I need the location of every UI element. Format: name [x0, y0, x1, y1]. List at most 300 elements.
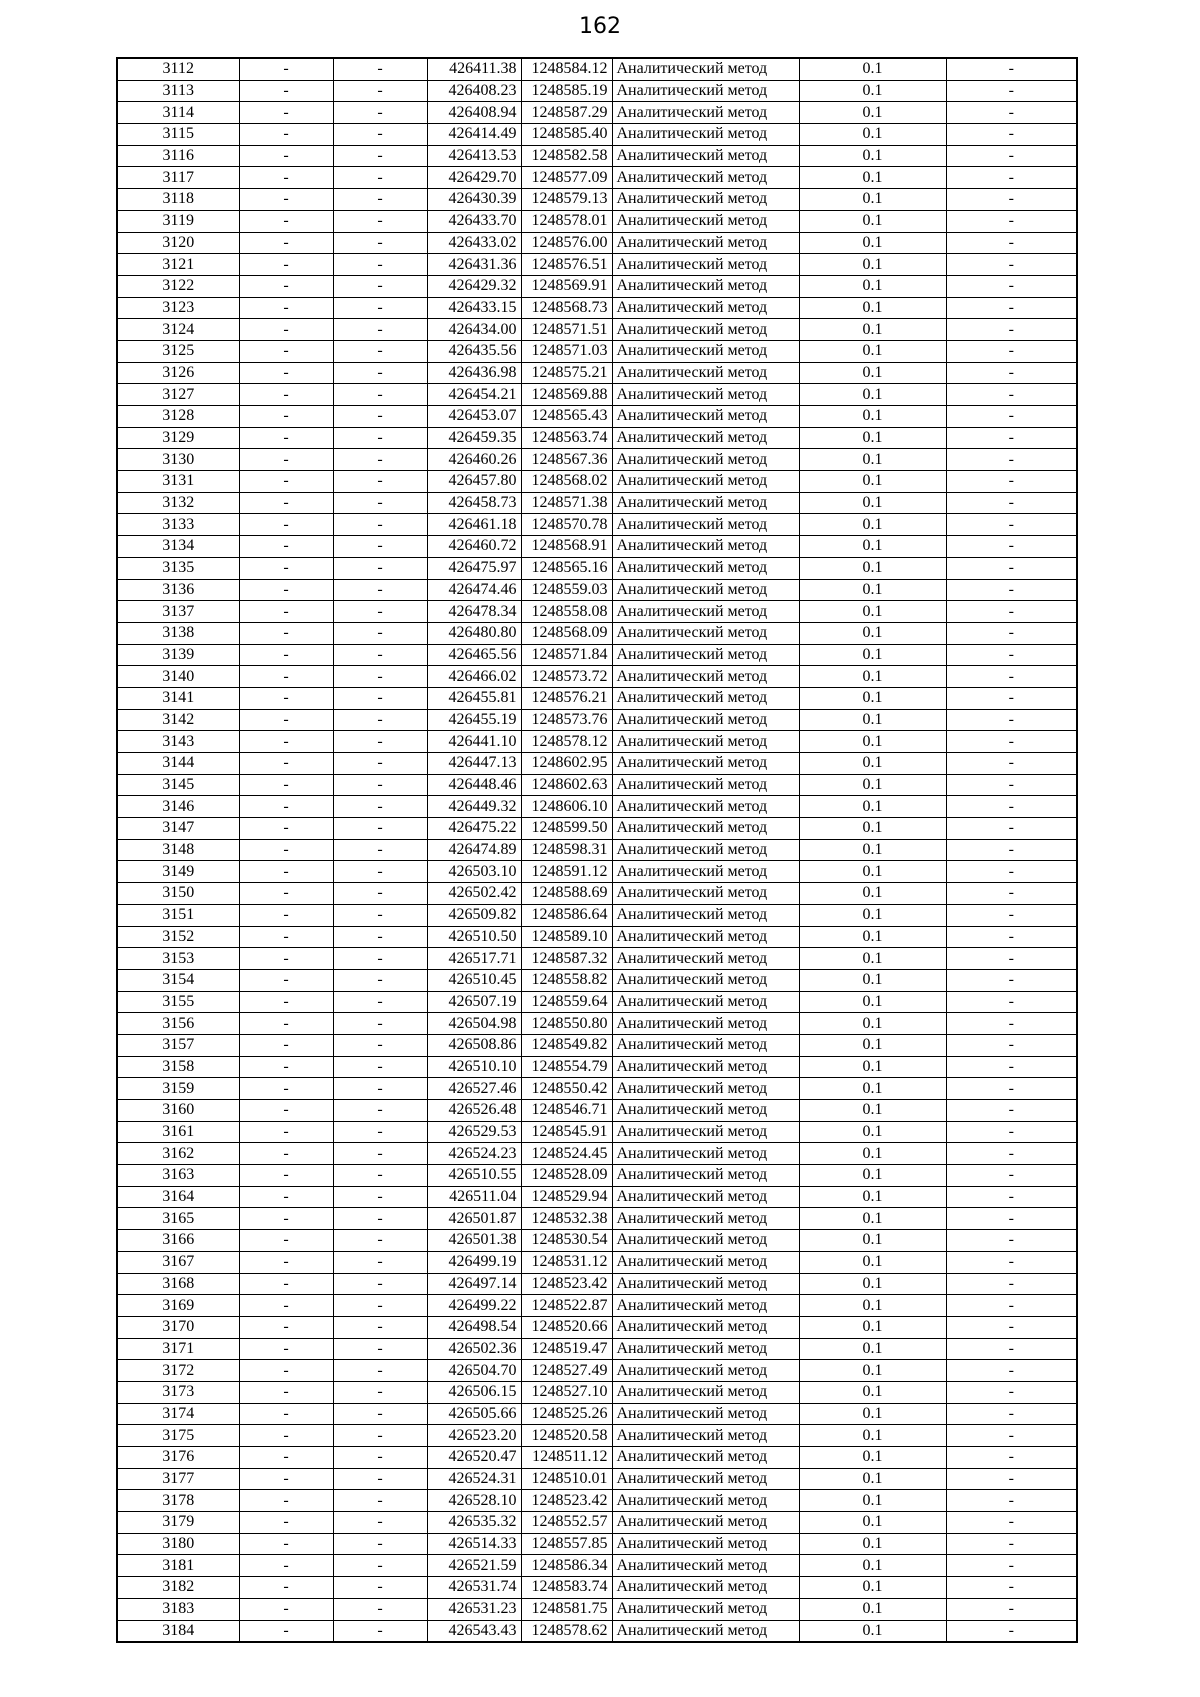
method-cell: Аналитический метод — [612, 167, 799, 189]
col8-cell: - — [946, 1273, 1077, 1295]
accuracy-cell: 0.1 — [799, 991, 946, 1013]
x-coordinate-cell: 426528.10 — [427, 1490, 521, 1512]
x-coordinate-cell: 426531.23 — [427, 1598, 521, 1620]
x-coordinate-cell: 426455.81 — [427, 687, 521, 709]
col8-cell: - — [946, 601, 1077, 623]
point-number-cell: 3166 — [117, 1230, 239, 1252]
col3-cell: - — [333, 319, 427, 341]
x-coordinate-cell: 426429.70 — [427, 167, 521, 189]
x-coordinate-cell: 426441.10 — [427, 731, 521, 753]
y-coordinate-cell: 1248598.31 — [521, 839, 612, 861]
x-coordinate-cell: 426447.13 — [427, 753, 521, 775]
col2-cell: - — [239, 406, 333, 428]
col2-cell: - — [239, 1468, 333, 1490]
x-coordinate-cell: 426411.38 — [427, 58, 521, 80]
table-row — [117, 1598, 1077, 1620]
col3-cell: - — [333, 1598, 427, 1620]
col8-cell: - — [946, 1512, 1077, 1534]
accuracy-cell: 0.1 — [799, 362, 946, 384]
col2-cell: - — [239, 1165, 333, 1187]
accuracy-cell: 0.1 — [799, 1143, 946, 1165]
col2-cell: - — [239, 1381, 333, 1403]
y-coordinate-cell: 1248554.79 — [521, 1056, 612, 1078]
y-coordinate-cell: 1248525.26 — [521, 1403, 612, 1425]
table-row — [117, 1403, 1077, 1425]
col3-cell: - — [333, 189, 427, 211]
col8-cell: - — [946, 796, 1077, 818]
x-coordinate-cell: 426429.32 — [427, 275, 521, 297]
y-coordinate-cell: 1248578.62 — [521, 1620, 612, 1642]
accuracy-cell: 0.1 — [799, 102, 946, 124]
col2-cell: - — [239, 557, 333, 579]
x-coordinate-cell: 426434.00 — [427, 319, 521, 341]
table-row — [117, 145, 1077, 167]
x-coordinate-cell: 426478.34 — [427, 601, 521, 623]
x-coordinate-cell: 426475.97 — [427, 557, 521, 579]
col3-cell: - — [333, 774, 427, 796]
y-coordinate-cell: 1248527.10 — [521, 1381, 612, 1403]
col8-cell: - — [946, 471, 1077, 493]
y-coordinate-cell: 1248583.74 — [521, 1577, 612, 1599]
accuracy-cell: 0.1 — [799, 449, 946, 471]
accuracy-cell: 0.1 — [799, 1295, 946, 1317]
method-cell: Аналитический метод — [612, 319, 799, 341]
table-row — [117, 1208, 1077, 1230]
col3-cell: - — [333, 1512, 427, 1534]
table-row — [117, 709, 1077, 731]
x-coordinate-cell: 426474.89 — [427, 839, 521, 861]
col8-cell: - — [946, 492, 1077, 514]
x-coordinate-cell: 426507.19 — [427, 991, 521, 1013]
point-number-cell: 3155 — [117, 991, 239, 1013]
col8-cell: - — [946, 145, 1077, 167]
col8-cell: - — [946, 687, 1077, 709]
col3-cell: - — [333, 471, 427, 493]
col8-cell: - — [946, 1403, 1077, 1425]
method-cell: Аналитический метод — [612, 1186, 799, 1208]
col8-cell: - — [946, 774, 1077, 796]
method-cell: Аналитический метод — [612, 189, 799, 211]
x-coordinate-cell: 426520.47 — [427, 1447, 521, 1469]
table-row — [117, 514, 1077, 536]
x-coordinate-cell: 426524.23 — [427, 1143, 521, 1165]
table-row — [117, 1251, 1077, 1273]
point-number-cell: 3162 — [117, 1143, 239, 1165]
x-coordinate-cell: 426466.02 — [427, 666, 521, 688]
x-coordinate-cell: 426535.32 — [427, 1512, 521, 1534]
accuracy-cell: 0.1 — [799, 1338, 946, 1360]
point-number-cell: 3172 — [117, 1360, 239, 1382]
table-row — [117, 1295, 1077, 1317]
y-coordinate-cell: 1248586.64 — [521, 904, 612, 926]
col3-cell: - — [333, 1056, 427, 1078]
col3-cell: - — [333, 384, 427, 406]
col2-cell: - — [239, 1230, 333, 1252]
point-number-cell: 3176 — [117, 1447, 239, 1469]
x-coordinate-cell: 426524.31 — [427, 1468, 521, 1490]
col3-cell: - — [333, 839, 427, 861]
point-number-cell: 3131 — [117, 471, 239, 493]
accuracy-cell: 0.1 — [799, 275, 946, 297]
method-cell: Аналитический метод — [612, 1034, 799, 1056]
col2-cell: - — [239, 731, 333, 753]
accuracy-cell: 0.1 — [799, 1425, 946, 1447]
col3-cell: - — [333, 254, 427, 276]
method-cell: Аналитический метод — [612, 1403, 799, 1425]
col3-cell: - — [333, 362, 427, 384]
method-cell: Аналитический метод — [612, 471, 799, 493]
table-row — [117, 362, 1077, 384]
col2-cell: - — [239, 1338, 333, 1360]
table-row — [117, 1512, 1077, 1534]
col8-cell: - — [946, 1577, 1077, 1599]
x-coordinate-cell: 426474.46 — [427, 579, 521, 601]
method-cell: Аналитический метод — [612, 1447, 799, 1469]
point-number-cell: 3136 — [117, 579, 239, 601]
col8-cell: - — [946, 948, 1077, 970]
col3-cell: - — [333, 1316, 427, 1338]
table-row — [117, 1056, 1077, 1078]
col3-cell: - — [333, 926, 427, 948]
y-coordinate-cell: 1248571.03 — [521, 340, 612, 362]
x-coordinate-cell: 426454.21 — [427, 384, 521, 406]
coordinates-table — [116, 57, 1078, 1643]
page-number: 162 — [579, 14, 621, 39]
col2-cell: - — [239, 427, 333, 449]
y-coordinate-cell: 1248528.09 — [521, 1165, 612, 1187]
accuracy-cell: 0.1 — [799, 839, 946, 861]
x-coordinate-cell: 426543.43 — [427, 1620, 521, 1642]
y-coordinate-cell: 1248511.12 — [521, 1447, 612, 1469]
method-cell: Аналитический метод — [612, 1251, 799, 1273]
point-number-cell: 3115 — [117, 124, 239, 146]
method-cell: Аналитический метод — [612, 839, 799, 861]
method-cell: Аналитический метод — [612, 1208, 799, 1230]
y-coordinate-cell: 1248606.10 — [521, 796, 612, 818]
y-coordinate-cell: 1248587.29 — [521, 102, 612, 124]
col8-cell: - — [946, 1034, 1077, 1056]
col8-cell: - — [946, 1620, 1077, 1642]
col2-cell: - — [239, 1143, 333, 1165]
col3-cell: - — [333, 536, 427, 558]
x-coordinate-cell: 426529.53 — [427, 1121, 521, 1143]
method-cell: Аналитический метод — [612, 427, 799, 449]
y-coordinate-cell: 1248591.12 — [521, 861, 612, 883]
col8-cell: - — [946, 1230, 1077, 1252]
x-coordinate-cell: 426503.10 — [427, 861, 521, 883]
method-cell: Аналитический метод — [612, 969, 799, 991]
point-number-cell: 3145 — [117, 774, 239, 796]
table-row — [117, 1555, 1077, 1577]
col3-cell: - — [333, 297, 427, 319]
table-row — [117, 449, 1077, 471]
y-coordinate-cell: 1248520.66 — [521, 1316, 612, 1338]
method-cell: Аналитический метод — [612, 774, 799, 796]
col8-cell: - — [946, 1208, 1077, 1230]
point-number-cell: 3113 — [117, 80, 239, 102]
y-coordinate-cell: 1248520.58 — [521, 1425, 612, 1447]
y-coordinate-cell: 1248546.71 — [521, 1100, 612, 1122]
col2-cell: - — [239, 1013, 333, 1035]
col3-cell: - — [333, 449, 427, 471]
col8-cell: - — [946, 1598, 1077, 1620]
accuracy-cell: 0.1 — [799, 1013, 946, 1035]
point-number-cell: 3119 — [117, 210, 239, 232]
col8-cell: - — [946, 427, 1077, 449]
accuracy-cell: 0.1 — [799, 601, 946, 623]
col2-cell: - — [239, 753, 333, 775]
method-cell: Аналитический метод — [612, 1425, 799, 1447]
method-cell: Аналитический метод — [612, 145, 799, 167]
point-number-cell: 3181 — [117, 1555, 239, 1577]
table-row — [117, 601, 1077, 623]
col3-cell: - — [333, 1620, 427, 1642]
point-number-cell: 3125 — [117, 340, 239, 362]
col8-cell: - — [946, 80, 1077, 102]
method-cell: Аналитический метод — [612, 1598, 799, 1620]
y-coordinate-cell: 1248599.50 — [521, 818, 612, 840]
method-cell: Аналитический метод — [612, 384, 799, 406]
point-number-cell: 3133 — [117, 514, 239, 536]
x-coordinate-cell: 426448.46 — [427, 774, 521, 796]
y-coordinate-cell: 1248558.82 — [521, 969, 612, 991]
x-coordinate-cell: 426497.14 — [427, 1273, 521, 1295]
accuracy-cell: 0.1 — [799, 1468, 946, 1490]
col3-cell: - — [333, 709, 427, 731]
accuracy-cell: 0.1 — [799, 189, 946, 211]
point-number-cell: 3160 — [117, 1100, 239, 1122]
point-number-cell: 3124 — [117, 319, 239, 341]
x-coordinate-cell: 426521.59 — [427, 1555, 521, 1577]
col3-cell: - — [333, 579, 427, 601]
col2-cell: - — [239, 1490, 333, 1512]
col8-cell: - — [946, 883, 1077, 905]
accuracy-cell: 0.1 — [799, 319, 946, 341]
y-coordinate-cell: 1248523.42 — [521, 1490, 612, 1512]
table-row — [117, 1165, 1077, 1187]
point-number-cell: 3173 — [117, 1381, 239, 1403]
x-coordinate-cell: 426510.10 — [427, 1056, 521, 1078]
col8-cell: - — [946, 124, 1077, 146]
col3-cell: - — [333, 1165, 427, 1187]
col2-cell: - — [239, 709, 333, 731]
accuracy-cell: 0.1 — [799, 232, 946, 254]
accuracy-cell: 0.1 — [799, 1512, 946, 1534]
col8-cell: - — [946, 644, 1077, 666]
table-row — [117, 731, 1077, 753]
accuracy-cell: 0.1 — [799, 297, 946, 319]
accuracy-cell: 0.1 — [799, 774, 946, 796]
method-cell: Аналитический метод — [612, 1577, 799, 1599]
col2-cell: - — [239, 1555, 333, 1577]
col3-cell: - — [333, 1273, 427, 1295]
col3-cell: - — [333, 427, 427, 449]
method-cell: Аналитический метод — [612, 1338, 799, 1360]
col3-cell: - — [333, 514, 427, 536]
col8-cell: - — [946, 1186, 1077, 1208]
table-row — [117, 796, 1077, 818]
accuracy-cell: 0.1 — [799, 427, 946, 449]
x-coordinate-cell: 426413.53 — [427, 145, 521, 167]
col3-cell: - — [333, 492, 427, 514]
table-row — [117, 622, 1077, 644]
table-row — [117, 861, 1077, 883]
col3-cell: - — [333, 796, 427, 818]
y-coordinate-cell: 1248575.21 — [521, 362, 612, 384]
table-row — [117, 774, 1077, 796]
method-cell: Аналитический метод — [612, 210, 799, 232]
col8-cell: - — [946, 210, 1077, 232]
method-cell: Аналитический метод — [612, 1230, 799, 1252]
y-coordinate-cell: 1248576.21 — [521, 687, 612, 709]
accuracy-cell: 0.1 — [799, 406, 946, 428]
accuracy-cell: 0.1 — [799, 666, 946, 688]
col3-cell: - — [333, 601, 427, 623]
method-cell: Аналитический метод — [612, 406, 799, 428]
accuracy-cell: 0.1 — [799, 1316, 946, 1338]
method-cell: Аналитический метод — [612, 102, 799, 124]
accuracy-cell: 0.1 — [799, 58, 946, 80]
table-row — [117, 1078, 1077, 1100]
col3-cell: - — [333, 1360, 427, 1382]
col8-cell: - — [946, 1533, 1077, 1555]
accuracy-cell: 0.1 — [799, 1273, 946, 1295]
table-row — [117, 1273, 1077, 1295]
point-number-cell: 3123 — [117, 297, 239, 319]
col8-cell: - — [946, 1121, 1077, 1143]
col3-cell: - — [333, 1490, 427, 1512]
col3-cell: - — [333, 1381, 427, 1403]
point-number-cell: 3132 — [117, 492, 239, 514]
accuracy-cell: 0.1 — [799, 731, 946, 753]
col8-cell: - — [946, 709, 1077, 731]
col3-cell: - — [333, 1121, 427, 1143]
col8-cell: - — [946, 1251, 1077, 1273]
col3-cell: - — [333, 58, 427, 80]
y-coordinate-cell: 1248568.02 — [521, 471, 612, 493]
method-cell: Аналитический метод — [612, 514, 799, 536]
col2-cell: - — [239, 1620, 333, 1642]
x-coordinate-cell: 426455.19 — [427, 709, 521, 731]
method-cell: Аналитический метод — [612, 340, 799, 362]
y-coordinate-cell: 1248519.47 — [521, 1338, 612, 1360]
col3-cell: - — [333, 124, 427, 146]
col2-cell: - — [239, 319, 333, 341]
y-coordinate-cell: 1248550.42 — [521, 1078, 612, 1100]
col8-cell: - — [946, 167, 1077, 189]
col3-cell: - — [333, 753, 427, 775]
table-row — [117, 1381, 1077, 1403]
accuracy-cell: 0.1 — [799, 579, 946, 601]
col8-cell: - — [946, 1100, 1077, 1122]
y-coordinate-cell: 1248563.74 — [521, 427, 612, 449]
x-coordinate-cell: 426501.38 — [427, 1230, 521, 1252]
table-row — [117, 102, 1077, 124]
col2-cell: - — [239, 210, 333, 232]
y-coordinate-cell: 1248522.87 — [521, 1295, 612, 1317]
method-cell: Аналитический метод — [612, 1381, 799, 1403]
accuracy-cell: 0.1 — [799, 1555, 946, 1577]
col8-cell: - — [946, 1165, 1077, 1187]
x-coordinate-cell: 426506.15 — [427, 1381, 521, 1403]
col8-cell: - — [946, 753, 1077, 775]
col3-cell: - — [333, 1100, 427, 1122]
y-coordinate-cell: 1248552.57 — [521, 1512, 612, 1534]
accuracy-cell: 0.1 — [799, 124, 946, 146]
col8-cell: - — [946, 189, 1077, 211]
accuracy-cell: 0.1 — [799, 687, 946, 709]
x-coordinate-cell: 426498.54 — [427, 1316, 521, 1338]
col3-cell: - — [333, 1230, 427, 1252]
method-cell: Аналитический метод — [612, 536, 799, 558]
y-coordinate-cell: 1248586.34 — [521, 1555, 612, 1577]
y-coordinate-cell: 1248584.12 — [521, 58, 612, 80]
col3-cell: - — [333, 210, 427, 232]
y-coordinate-cell: 1248602.95 — [521, 753, 612, 775]
col8-cell: - — [946, 969, 1077, 991]
x-coordinate-cell: 426505.66 — [427, 1403, 521, 1425]
table-row — [117, 427, 1077, 449]
col2-cell: - — [239, 1316, 333, 1338]
point-number-cell: 3154 — [117, 969, 239, 991]
method-cell: Аналитический метод — [612, 297, 799, 319]
table-row — [117, 666, 1077, 688]
method-cell: Аналитический метод — [612, 492, 799, 514]
col2-cell: - — [239, 1186, 333, 1208]
point-number-cell: 3130 — [117, 449, 239, 471]
point-number-cell: 3140 — [117, 666, 239, 688]
col3-cell: - — [333, 1013, 427, 1035]
y-coordinate-cell: 1248527.49 — [521, 1360, 612, 1382]
x-coordinate-cell: 426465.56 — [427, 644, 521, 666]
table-row — [117, 948, 1077, 970]
method-cell: Аналитический метод — [612, 1620, 799, 1642]
point-number-cell: 3146 — [117, 796, 239, 818]
accuracy-cell: 0.1 — [799, 1186, 946, 1208]
y-coordinate-cell: 1248565.16 — [521, 557, 612, 579]
accuracy-cell: 0.1 — [799, 1533, 946, 1555]
accuracy-cell: 0.1 — [799, 1251, 946, 1273]
col8-cell: - — [946, 731, 1077, 753]
col8-cell: - — [946, 1338, 1077, 1360]
point-number-cell: 3159 — [117, 1078, 239, 1100]
point-number-cell: 3152 — [117, 926, 239, 948]
col8-cell: - — [946, 232, 1077, 254]
method-cell: Аналитический метод — [612, 1360, 799, 1382]
table-row — [117, 1186, 1077, 1208]
table-row — [117, 492, 1077, 514]
accuracy-cell: 0.1 — [799, 1165, 946, 1187]
y-coordinate-cell: 1248510.01 — [521, 1468, 612, 1490]
x-coordinate-cell: 426510.45 — [427, 969, 521, 991]
x-coordinate-cell: 426510.50 — [427, 926, 521, 948]
point-number-cell: 3112 — [117, 58, 239, 80]
col8-cell: - — [946, 384, 1077, 406]
x-coordinate-cell: 426504.98 — [427, 1013, 521, 1035]
col3-cell: - — [333, 1447, 427, 1469]
col2-cell: - — [239, 1533, 333, 1555]
point-number-cell: 3178 — [117, 1490, 239, 1512]
y-coordinate-cell: 1248602.63 — [521, 774, 612, 796]
accuracy-cell: 0.1 — [799, 1381, 946, 1403]
x-coordinate-cell: 426414.49 — [427, 124, 521, 146]
y-coordinate-cell: 1248573.76 — [521, 709, 612, 731]
col3-cell: - — [333, 1338, 427, 1360]
table-row — [117, 1577, 1077, 1599]
point-number-cell: 3121 — [117, 254, 239, 276]
table-row — [117, 1360, 1077, 1382]
col8-cell: - — [946, 1078, 1077, 1100]
